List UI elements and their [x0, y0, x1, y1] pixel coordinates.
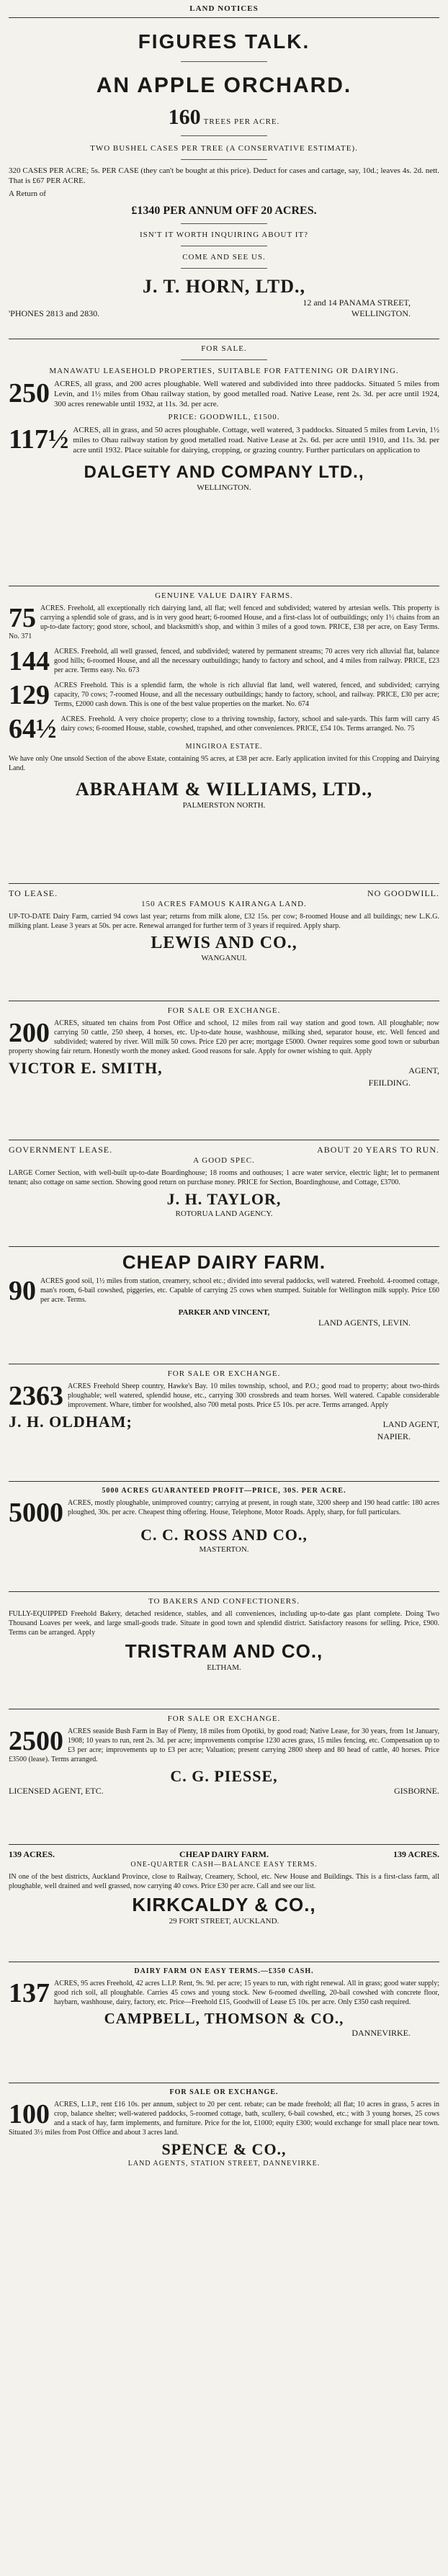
agent-city: GISBORNE. [393, 1786, 439, 1796]
divider [181, 223, 267, 224]
smith-advert [9, 1006, 439, 1135]
divider [181, 61, 267, 62]
divider [181, 268, 267, 269]
agent-role: LICENSED AGENT, ETC. [9, 1786, 104, 1796]
ross-advert [9, 1486, 439, 1587]
agent-name: DALGETY AND COMPANY LTD., [84, 462, 364, 482]
listing-number: No. 674 [285, 700, 310, 708]
agent-name: KIRKCALDY & CO., [132, 1894, 316, 1915]
agent-city: 29 FORT STREET, AUCKLAND. [169, 1917, 279, 1926]
listing-text: ACRES. Freehold, all well grassed, fenced, and subdivided; watered by permanent streams; 70 acres very rich alluvial flat, balance good hills; 6-roomed House, and all the necessary outbuildings; handy to factory and school, and 4 miles from railway. PRICE, £23 per acre. Terms easy. [54, 648, 439, 674]
divider [9, 1591, 439, 1592]
trees-text: TREES PER ACRE. [203, 117, 280, 126]
agent-name: J. H. TAYLOR, [166, 1190, 282, 1208]
agent-name: J. H. OLDHAM; [9, 1413, 133, 1431]
listing-heading: FOR SALE OR EXCHANGE. [167, 1006, 281, 1015]
estate-heading: MINGIROA ESTATE. [185, 743, 263, 751]
tristram-advert [9, 1596, 439, 1704]
listing-heading: CHEAP DAIRY FARM. [179, 1849, 269, 1859]
divider [181, 135, 267, 136]
return-of: A Return of [9, 189, 46, 198]
agent-city: FEILDING. [368, 1078, 411, 1088]
divider [181, 159, 267, 160]
acreage-number: 5000 [9, 1498, 63, 1528]
for-sale-heading: FOR SALE. [201, 344, 247, 353]
acreage-number: 2500 [9, 1726, 63, 1756]
horn-advert [9, 28, 439, 334]
listing-heading: GENUINE VALUE DAIRY FARMS. [155, 591, 293, 600]
agent-name: VICTOR E. SMITH, [9, 1059, 163, 1077]
figures-title: FIGURES TALK. [138, 30, 310, 53]
annum-figure: £1340 PER ANNUM OFF 20 ACRES. [131, 205, 317, 217]
listing-text: ACRES, all grass, and 200 acres ploughable. Well watered and subdivided into three paddocks. Situated 5 miles from Levin, and 1½ miles from Ohau railway station, by good metalled road. Native Lease, rent 2s. 3d. per acre until 1924, 300 acres renewable until 1932, at 11s. 3d. per acre. [54, 380, 439, 408]
divider [9, 1481, 439, 1482]
dalgety-advert [9, 344, 439, 581]
agent-city: NAPIER. [377, 1431, 411, 1441]
agent-name: J. T. HORN, LTD., [142, 276, 305, 297]
agent-phones: 'PHONES 2813 and 2830. [9, 308, 100, 318]
listing-text: IN one of the best districts, Auckland Province, close to Railway, Creamery, School, etc. New House and Buildings. This is a first-class farm, all ploughable, well drained and well grassed, now carrying 40 cows. Price £30 per acre. Call and see our list. [9, 1873, 439, 1890]
acreage-number: 117½ [9, 424, 69, 455]
listing-text: ACRES. Freehold, all exceptionally rich dairying land, all flat; well fenced and subdivided; watered by artesian wells. This property is carrying a splendid sole of grass, and is in very good heart; 6-roomed House, and a first-class lot of outbuildings; only 1½ chains from an up-to-date factory; good store, school, and blacksmith's shop, and within 3 miles of a good town. PRICE, £38 per acre, on Easy Terms. [40, 604, 439, 631]
agent-name: ABRAHAM & WILLIAMS, LTD., [75, 779, 373, 800]
acreage-number: 90 [9, 1276, 36, 1306]
agent-role: LAND AGENT, [382, 1419, 439, 1429]
agent-address: 12 and 14 PANAMA STREET, [303, 298, 411, 308]
listing-text: ACRES, situated ten chains from Post Office and school, 12 miles from rail way station and good town. All ploughable; now carrying 50 cattle, 250 sheep, 4 horses, etc. Up-to-date house, washhouse, milking shed, separator house, etc. Well fenced and subdivided; watered by river. Will milk 50 cows. Price £20 per acre; mortgage £5000. Owner requires some good town or suburban property showing fair return. Honestly worth the money asked. Good reasons for sale. Apply for owner wishing to quit. [9, 1019, 439, 1055]
acreage-number: 200 [9, 1018, 50, 1048]
agent-name: C. G. PIESSE, [170, 1767, 278, 1785]
agent-name: CAMPBELL, THOMSON & CO., [104, 2010, 344, 2027]
listing-text: UP-TO-DATE Dairy Farm, carried 94 cows last year; returns from milk alone, £32 15s. per cow; 8-roomed House and all buildings; new L.K.G. milking plant. Lease 3 years at 50s. per acre. Renewal arranged for further term of 3 years if required. Apply sharp. [9, 913, 439, 930]
spence-advert [9, 2088, 439, 2210]
listing-text: ACRES, all in grass, and 50 acres ploughable. Cottage, well watered, 3 paddocks. Situated 5 miles from Levin, 1½ miles to Ohau railway station by good metalled road. Native Lease at 2s. 6d. per acre until 1910, and 11s. 3d. per acre until 1932. Place suitable for dairying, cropping, or grazing country. Further particulars on application to [73, 426, 439, 455]
listing-text: ACRES. Freehold. A very choice property; close to a thriving township, factory, school and sale-yards. This farm will carry 45 dairy cows; 6-roomed House, stable, cowshed, trapshed, and other conveniences. PRICE, £54 10s. Terms arranged. [61, 715, 439, 733]
orchard-title: AN APPLE ORCHARD. [96, 73, 352, 97]
agent-city: WELLINGTON. [197, 483, 251, 492]
cases-line: TWO BUSHEL CASES PER TREE (A CONSERVATIVE ESTIMATE). [90, 144, 358, 153]
agent-name: C. C. ROSS AND CO., [140, 1526, 308, 1544]
listing-number: No. 673 [116, 666, 140, 674]
listing-text: We have only One unsold Section of the above Estate, containing 95 acres, at £38 per acre. Early application invited for this Cropping and Dairying Land. [9, 755, 439, 772]
section-header: LAND NOTICES [189, 4, 259, 13]
agent-city: LAND AGENTS, LEVIN. [318, 1318, 411, 1328]
acreage-number: 137 [9, 1978, 50, 2008]
listing-heading: FOR SALE OR EXCHANGE. [167, 1714, 281, 1723]
agent-city: DANNEVIRKE. [351, 2028, 411, 2038]
goodwill-heading: NO GOODWILL. [367, 888, 439, 898]
listing-text: ACRES, L.I.P., rent £16 10s. per annum, subject to 20 per cent. rebate; can be made freehold; all flat; 10 acres in grass, 5 acres in crop, balance shelter; well-watered paddocks, 5-roomed cottage, bath, scullery, 6-bail cowshed, etc.; with 3 young horses, 25 cows and a stack of hay, farm implements, and furniture. Price for the lot, £1000; equity £300; would exchange for small place near town. Situated 3½ miles from Post Office and about 3 acres land. [9, 2101, 439, 2137]
listing-text: ACRES good soil, 1½ miles from station, creamery, school etc.; divided into several paddocks, well watered. Freehold. 4-roomed cottage, man's room, 6-bail cowshed, piggeries, etc. Capable of carrying 25 cows when stumped. Suitable for Wellington milk supply. Price £60 per acre. Terms. [40, 1277, 439, 1304]
terms-heading: ONE-QUARTER CASH—BALANCE EASY TERMS. [130, 1861, 318, 1869]
listing-number: No. 75 [395, 725, 415, 733]
listing-text: ACRES Freehold. This is a splendid farm, the whole is rich alluvial flat land, well watered, fenced, and subdivided; carrying capacity, 70 cows; 7-roomed House, and all the necessary outbuildings; handy to factory, school, and railway. PRICE, £30 per acre; Terms, £2000 cash down. This is one of the best value properties on the market. [54, 681, 439, 708]
listing-heading: FOR SALE OR EXCHANGE. [167, 1369, 281, 1378]
acreage-number: 75 [9, 603, 36, 633]
abraham-advert [9, 591, 439, 879]
trees-number: 160 [168, 105, 201, 129]
campbell-advert [9, 1967, 439, 2078]
listing-text: ACRES, mostly ploughable, unimproved country; carrying at present, in rough state, 3200 sheep and 190 head cattle: 180 acres ploughed, 30s. per acre. Cheapest thing offering. House, Telephone, Motor Roads. Apply, sharp, for full particulars. [68, 1499, 439, 1516]
acreage-right: 139 ACRES. [393, 1849, 439, 1859]
divider [9, 883, 439, 884]
acreage-number: 144 [9, 646, 50, 676]
famous-land: 150 ACRES FAMOUS KAIRANGA LAND. [141, 900, 307, 908]
agent-city: ROTORUA LAND AGENCY. [175, 1209, 273, 1218]
agent-name: LEWIS AND CO., [151, 934, 297, 952]
piesse-advert [9, 1714, 439, 1840]
acreage-number: 2363 [9, 1381, 63, 1411]
agent-name: TRISTRAM AND CO., [125, 1640, 323, 1662]
agent-city: MASTERTON. [199, 1545, 249, 1554]
come-line: COME AND SEE US. [182, 253, 266, 261]
agent-city: WELLINGTON. [351, 308, 411, 318]
divider [9, 17, 439, 18]
listing-text: ACRES, 95 acres Freehold, 42 acres L.I.P. Rent, 9s. 9d. per acre; 15 years to run, with right renewal. All in grass; good water supply; good rich soil, all ploughable. Carries 45 cows and young stock. New 6-roomed dwelling, 20-bail cowshed with concrete floor, haybarn, washhouse, dairy, factory, etc. Price—Freehold £15, Goodwill of Lease £5 10s. per acre. Only £350 cash required. [54, 1980, 439, 2006]
divider [9, 1246, 439, 1247]
listing-heading: TO BAKERS AND CONFECTIONERS. [148, 1597, 300, 1606]
agent-city: LAND AGENTS, STATION STREET, DANNEVIRKE. [127, 2160, 321, 2168]
oldham-advert [9, 1369, 439, 1477]
listing-heading: 5000 ACRES GUARANTEED PROFIT—PRICE, 30S. PER ACRE. [102, 1487, 346, 1495]
listing-heading: CHEAP DAIRY FARM. [122, 1251, 326, 1273]
taylor-advert [9, 1145, 439, 1242]
agent-name: SPENCE & CO., [161, 2140, 287, 2158]
lease-heading: TO LEASE. [9, 888, 58, 898]
listing-number: No. 371 [9, 632, 32, 640]
cases-per-acre: 320 CASES PER ACRE; 5s. PER CASE (they can't be bought at this price). Deduct for cases and cartage, say, 10d.; leaves 4s. 2d. nett. That is £67 PER ACRE. [9, 166, 439, 185]
listing-text: ACRES Freehold Sheep country, Hawke's Bay. 10 miles township, school, and P.O.; good road to property; about two-thirds ploughable; well watered, splendid house, etc., carrying 300 crossbreds and team horses. Well watered. Capable considerable improvement. Whare, timber for woolshed, also 700 metal posts. Price £5 10s. per acre. Terms arranged. Apply [68, 1382, 439, 1409]
acreage-number: 64½ [9, 714, 57, 744]
kirkcaldy-advert [9, 1849, 439, 1957]
years-heading: ABOUT 20 YEARS TO RUN. [317, 1145, 439, 1155]
agent-city: ELTHAM. [207, 1663, 241, 1672]
agent-city: WANGANUI. [201, 954, 247, 962]
lewis-advert [9, 888, 439, 996]
question-line: ISN'T IT WORTH INQUIRING ABOUT IT? [139, 231, 309, 239]
acreage-left: 139 ACRES. [9, 1849, 55, 1859]
agent-name: PARKER AND VINCENT, [178, 1308, 270, 1317]
listing-text: LARGE Corner Section, with well-built up-to-date Boardinghouse; 18 rooms and outhouses; 1 acre water service, electric light; let to permanent tenant; also cottage on same section. Showing good return on purchase money. PRICE for Section, Boardinghouse, and Cottage, £3700. [9, 1169, 439, 1186]
listing-heading: DAIRY FARM ON EASY TERMS.—£350 CASH. [134, 1967, 314, 1975]
agent-role: AGENT, [408, 1065, 439, 1075]
divider [9, 1844, 439, 1845]
spec-heading: A GOOD SPEC. [193, 1156, 255, 1165]
apply-word: Apply [354, 1047, 372, 1055]
divider [181, 359, 267, 360]
listing-heading: FOR SALE OR EXCHANGE. [169, 2088, 279, 2096]
acreage-number: 129 [9, 680, 50, 710]
dalgety-intro: MANAWATU LEASEHOLD PROPERTIES, SUITABLE FOR FATTENING OR DAIRYING. [49, 367, 399, 375]
price-line: PRICE: GOODWILL, £1500. [168, 413, 280, 421]
lease-heading: GOVERNMENT LEASE. [9, 1145, 113, 1155]
listing-text: ACRES seaside Bush Farm in Bay of Plenty, 18 miles from Opotiki, by good road; Native Lease, for 30 years, from 1st January, 1908; 10 years to run, rent 2s. 3d. per acre; improvements comprise 1230 acres grass, 15 miles fencing, etc. Compensation up to £3 per acre; improvements up to £3 per acre; Valuation; present carrying 2800 sheep and 80 head of cattle, 40 horses. Price £3500 (lease). Terms arranged. [9, 1727, 439, 1763]
parker-advert [9, 1251, 439, 1359]
acreage-number: 100 [9, 2099, 50, 2129]
listing-text: FULLY-EQUIPPED Freehold Bakery, detached residence, stables, and all conveniences, including up-to-date gas plant complete. Doing Two Thousand Loaves per week, and large small-goods trade. Situate in good town and splendid district. Satisfactory reasons for selling. Price, £900. Terms can be arranged. Apply [9, 1610, 439, 1637]
acreage-number: 250 [9, 378, 50, 408]
agent-city: PALMERSTON NORTH. [182, 801, 266, 810]
